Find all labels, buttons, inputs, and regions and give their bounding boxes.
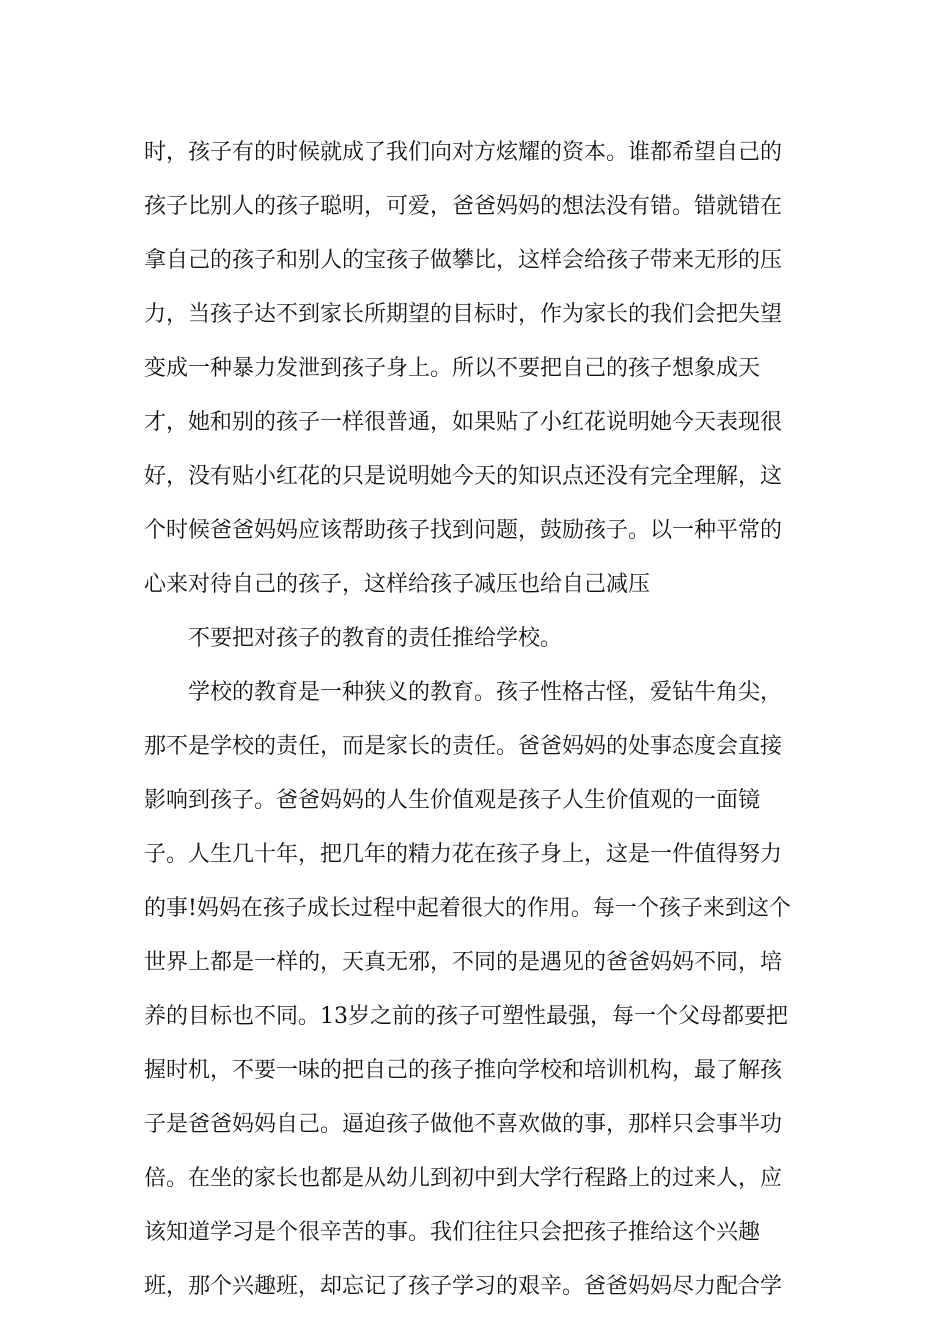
- text-line: 班，那个兴趣班，却忘记了孩子学习的艰辛。爸爸妈妈尽力配合学: [144, 1274, 783, 1299]
- text-line: 孩子比别人的孩子聪明，可爱，爸爸妈妈的想法没有错。错就错在: [144, 194, 783, 219]
- text-line: 才，她和别的孩子一样很普通，如果贴了小红花说明她今天表现很: [144, 410, 783, 435]
- text-line: 时，孩子有的时候就成了我们向对方炫耀的资本。谁都希望自己的: [144, 140, 783, 165]
- text-line: 养的目标也不同。13岁之前的孩子可塑性最强，每一个父母都要把: [144, 1004, 788, 1029]
- section-heading-line: 不要把对孩子的教育的责任推给学校。: [188, 626, 563, 651]
- text-line: 力，当孩子达不到家长所期望的目标时，作为家长的我们会把失望: [144, 302, 783, 327]
- text-line: 好，没有贴小红花的只是说明她今天的知识点还没有完全理解，这: [144, 464, 783, 489]
- text-line: 那不是学校的责任，而是家长的责任。爸爸妈妈的处事态度会直接: [144, 734, 783, 759]
- text-line: 的事!妈妈在孩子成长过程中起着很大的作用。每一个孩子来到这个: [144, 896, 791, 921]
- text-line: 子是爸爸妈妈自己。逼迫孩子做他不喜欢做的事，那样只会事半功: [144, 1112, 783, 1137]
- text-line: 子。人生几十年，把几年的精力花在孩子身上，这是一件值得努力: [144, 842, 783, 867]
- text-line: 影响到孩子。爸爸妈妈的人生价值观是孩子人生价值观的一面镜: [144, 788, 761, 813]
- text-line: 个时候爸爸妈妈应该帮助孩子找到问题，鼓励孩子。以一种平常的: [144, 518, 783, 543]
- paragraph-start-line: 学校的教育是一种狭义的教育。孩子性格古怪，爱钻牛角尖，: [188, 680, 783, 705]
- text-line: 心来对待自己的孩子，这样给孩子减压也给自己减压: [144, 572, 651, 597]
- text-line: 拿自己的孩子和别人的宝孩子做攀比，这样会给孩子带来无形的压: [144, 248, 783, 273]
- body-text: [144, 126, 808, 1314]
- text-line: 倍。在坐的家长也都是从幼儿到初中到大学行程路上的过来人，应: [144, 1166, 783, 1191]
- text-line: 世界上都是一样的，天真无邪，不同的是遇见的爸爸妈妈不同，培: [144, 950, 783, 975]
- text-line: 握时机，不要一味的把自己的孩子推向学校和培训机构，最了解孩: [144, 1058, 783, 1083]
- text-line: 变成一种暴力发泄到孩子身上。所以不要把自己的孩子想象成天: [144, 356, 761, 381]
- text-line: 该知道学习是个很辛苦的事。我们往往只会把孩子推给这个兴趣: [144, 1220, 761, 1245]
